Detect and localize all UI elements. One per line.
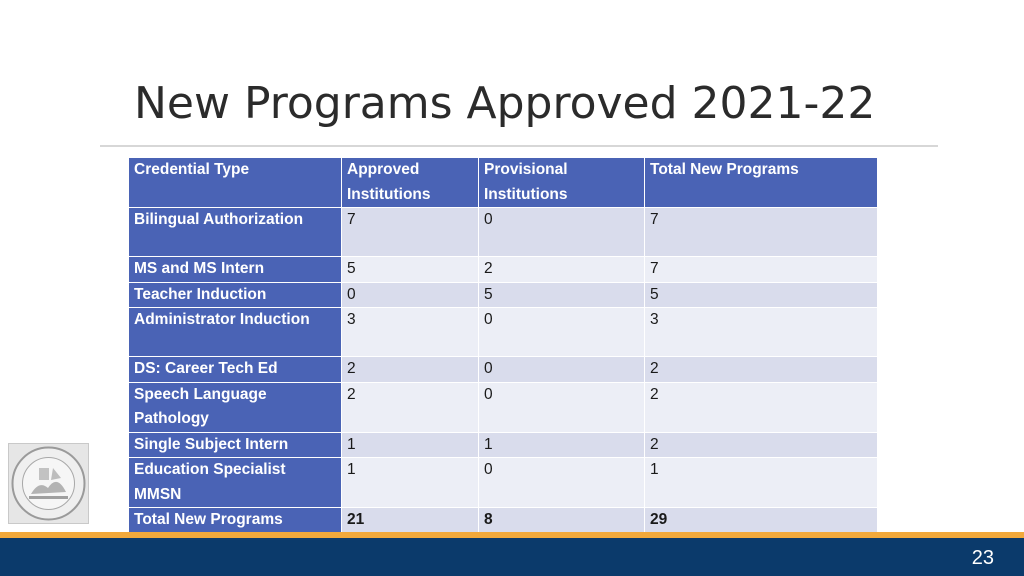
- cell-approved: 1: [342, 432, 479, 458]
- table-row: [129, 208, 878, 257]
- cell-total: 7: [645, 257, 878, 283]
- page-number: 23: [971, 547, 994, 569]
- cell-provisional: 1: [479, 432, 645, 458]
- cell-approved: 1: [342, 458, 479, 508]
- row-label: Total New Programs: [129, 508, 342, 534]
- table-total-row: [129, 508, 878, 534]
- cell-approved: 7: [342, 208, 479, 257]
- header-provisional-institutions: Provisional Institutions: [479, 158, 645, 208]
- footer-bar: [0, 538, 1024, 576]
- row-label: Education Specialist MMSN: [129, 458, 342, 508]
- cell-total: 5: [645, 282, 878, 308]
- table-row: [129, 458, 878, 508]
- table-row: [129, 382, 878, 432]
- cell-total: 29: [645, 508, 878, 534]
- cell-approved: 5: [342, 257, 479, 283]
- cell-provisional: 5: [479, 282, 645, 308]
- row-label: MS and MS Intern: [129, 257, 342, 283]
- row-label: Bilingual Authorization: [129, 208, 342, 257]
- table-row: [129, 257, 878, 283]
- row-label: Administrator Induction: [129, 308, 342, 357]
- table-row: [129, 282, 878, 308]
- title-divider: [100, 145, 938, 147]
- cell-approved: 3: [342, 308, 479, 357]
- cell-provisional: 0: [479, 357, 645, 383]
- table-row: [129, 357, 878, 383]
- cell-approved: 21: [342, 508, 479, 534]
- header-total-new-programs: Total New Programs: [645, 158, 878, 208]
- cell-provisional: 0: [479, 308, 645, 357]
- header-credential-type: Credential Type: [129, 158, 342, 208]
- slide-title: New Programs Approved 2021-22: [134, 78, 876, 129]
- row-label: Speech Language Pathology: [129, 382, 342, 432]
- cell-provisional: 0: [479, 208, 645, 257]
- row-label: Teacher Induction: [129, 282, 342, 308]
- cell-total: 2: [645, 357, 878, 383]
- cell-provisional: 0: [479, 382, 645, 432]
- cell-provisional: 8: [479, 508, 645, 534]
- table-row: [129, 308, 878, 357]
- cell-provisional: 0: [479, 458, 645, 508]
- cell-provisional: 2: [479, 257, 645, 283]
- cell-approved: 0: [342, 282, 479, 308]
- row-label: DS: Career Tech Ed: [129, 357, 342, 383]
- cell-total: 2: [645, 382, 878, 432]
- seal-logo: [8, 443, 89, 524]
- cell-total: 3: [645, 308, 878, 357]
- table-header-row: [129, 158, 878, 208]
- cell-total: 7: [645, 208, 878, 257]
- table-row: [129, 432, 878, 458]
- programs-table: [128, 157, 878, 534]
- cell-approved: 2: [342, 382, 479, 432]
- cell-total: 2: [645, 432, 878, 458]
- cell-approved: 2: [342, 357, 479, 383]
- row-label: Single Subject Intern: [129, 432, 342, 458]
- header-approved-institutions: Approved Institutions: [342, 158, 479, 208]
- cell-total: 1: [645, 458, 878, 508]
